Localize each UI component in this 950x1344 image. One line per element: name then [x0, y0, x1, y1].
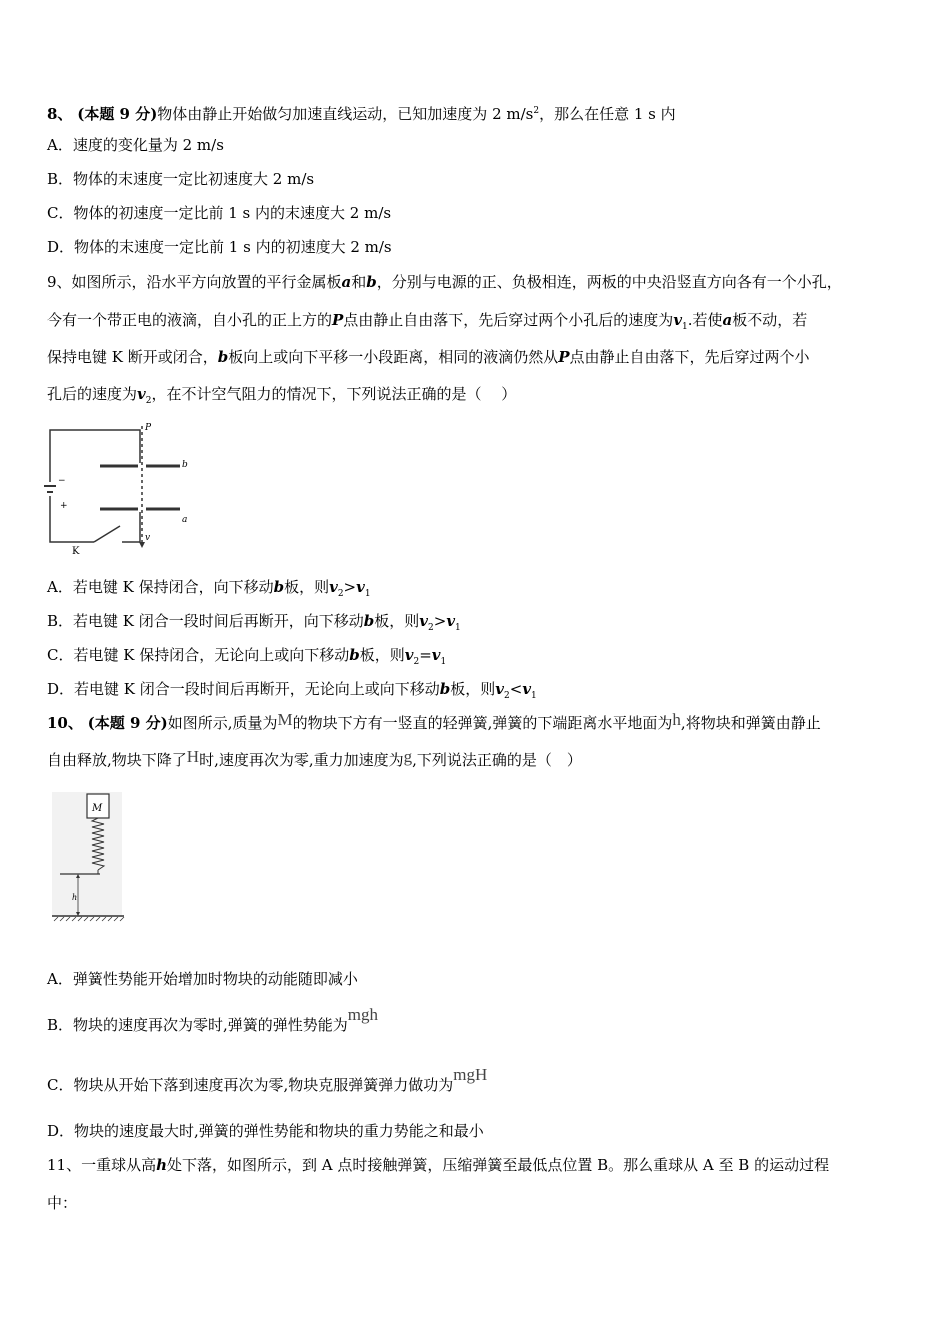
q9-fig-label-k: K	[72, 546, 80, 557]
q9-fig-label-v: v	[145, 533, 151, 543]
q10-number: 10、	[47, 714, 83, 732]
q10-line-1: 10、 (本题 9 分)如图所示,质量为M的物块下方有一竖直的轻弹簧,弹簧的下端距离水平地面为h,将物块和弹簧由静止	[47, 710, 821, 732]
q8-stem: 8、 (本题 9 分)物体由静止开始做匀加速直线运动，已知加速度为 2 $m/s^2$，那么在任意 1 s 内	[47, 105, 676, 123]
q9-option-b: B．若电键 K 闭合一段时间后再断开，向下移动b板，则$v_2>v_1$	[47, 612, 461, 633]
q8-option-d: D．物体的末速度一定比前 1 s 内的初速度大 2 m/s	[47, 238, 392, 256]
q8-number: 8、	[47, 105, 73, 123]
q8-option-c: C．物体的初速度一定比前 1 s 内的末速度大 2 m/s	[47, 204, 392, 222]
q9-option-d: D．若电键 K 闭合一段时间后再断开，无论向上或向下移动b板，则$v_2<v_1$	[47, 680, 537, 701]
q10-option-a: A．弹簧性势能开始增加时物块的动能随即减小	[47, 970, 358, 988]
q11-line-1: 11、一重球从高h处下落，如图所示，到 A 点时接触弹簧，压缩弹簧至最低点位置 B。那么重球从 A 至 B 的运动过程	[47, 1156, 830, 1174]
q10-fig-label-h: h	[72, 893, 78, 902]
q9-fig-label-a: a	[182, 515, 188, 525]
q9-line-4: 孔后的速度为$v_2$，在不计空气阻力的情况下，下列说法正确的是（ ）	[47, 385, 517, 406]
q10-option-c: C．物块从开始下落到速度再次为零,物块克服弹簧弹力做功为mgH	[47, 1065, 488, 1094]
q9-fig-label-minus: −	[58, 476, 66, 486]
q9-line-2: 今有一个带正电的液滴，自小孔的正上方的P点由静止自由落下，先后穿过两个小孔后的速度为$v_1$.若使a板不动，若	[47, 311, 808, 332]
q9-fig-label-p: P	[145, 423, 152, 433]
q10-option-b: B．物块的速度再次为零时,弹簧的弹性势能为mgh	[47, 1005, 379, 1034]
q8-option-b: B．物体的末速度一定比初速度大 2 m/s	[47, 170, 315, 188]
q8-option-a: A．速度的变化量为 2 m/s	[47, 136, 224, 154]
q9-option-c: C．若电键 K 保持闭合，无论向上或向下移动b板，则$v_2=v_1$	[47, 646, 447, 667]
q9-fig-label-plus: +	[60, 501, 68, 511]
q10-tag: (本题 9 分)	[87, 714, 168, 732]
q9-line-1: 9、如图所示，沿水平方向放置的平行金属板a和b，分别与电源的正、负极相连，两板的中央沿竖直方向各有一个小孔，	[47, 273, 842, 291]
q9-line-3: 保持电键 K 断开或闭合，b板向上或向下平移一小段距离，相同的液滴仍然从P点由静止自由落下，先后穿过两个小	[47, 348, 810, 366]
q10-line-2: 自由释放,物块下降了H时,速度再次为零,重力加速度为g,下列说法正确的是（ ）	[47, 747, 582, 769]
q9-capacitor-circuit-figure	[42, 418, 202, 558]
q11-line-2: 中：	[47, 1194, 78, 1212]
q10-spring-block-figure	[50, 790, 130, 925]
q10-fig-label-m: M	[92, 803, 103, 814]
q9-option-a: A．若电键 K 保持闭合，向下移动b板，则$v_2>v_1$	[47, 578, 371, 599]
q10-option-d: D．物块的速度最大时,弹簧的弹性势能和物块的重力势能之和最小	[47, 1122, 484, 1140]
q9-fig-label-b: b	[182, 460, 188, 470]
q8-tag: (本题 9 分)	[77, 105, 158, 123]
